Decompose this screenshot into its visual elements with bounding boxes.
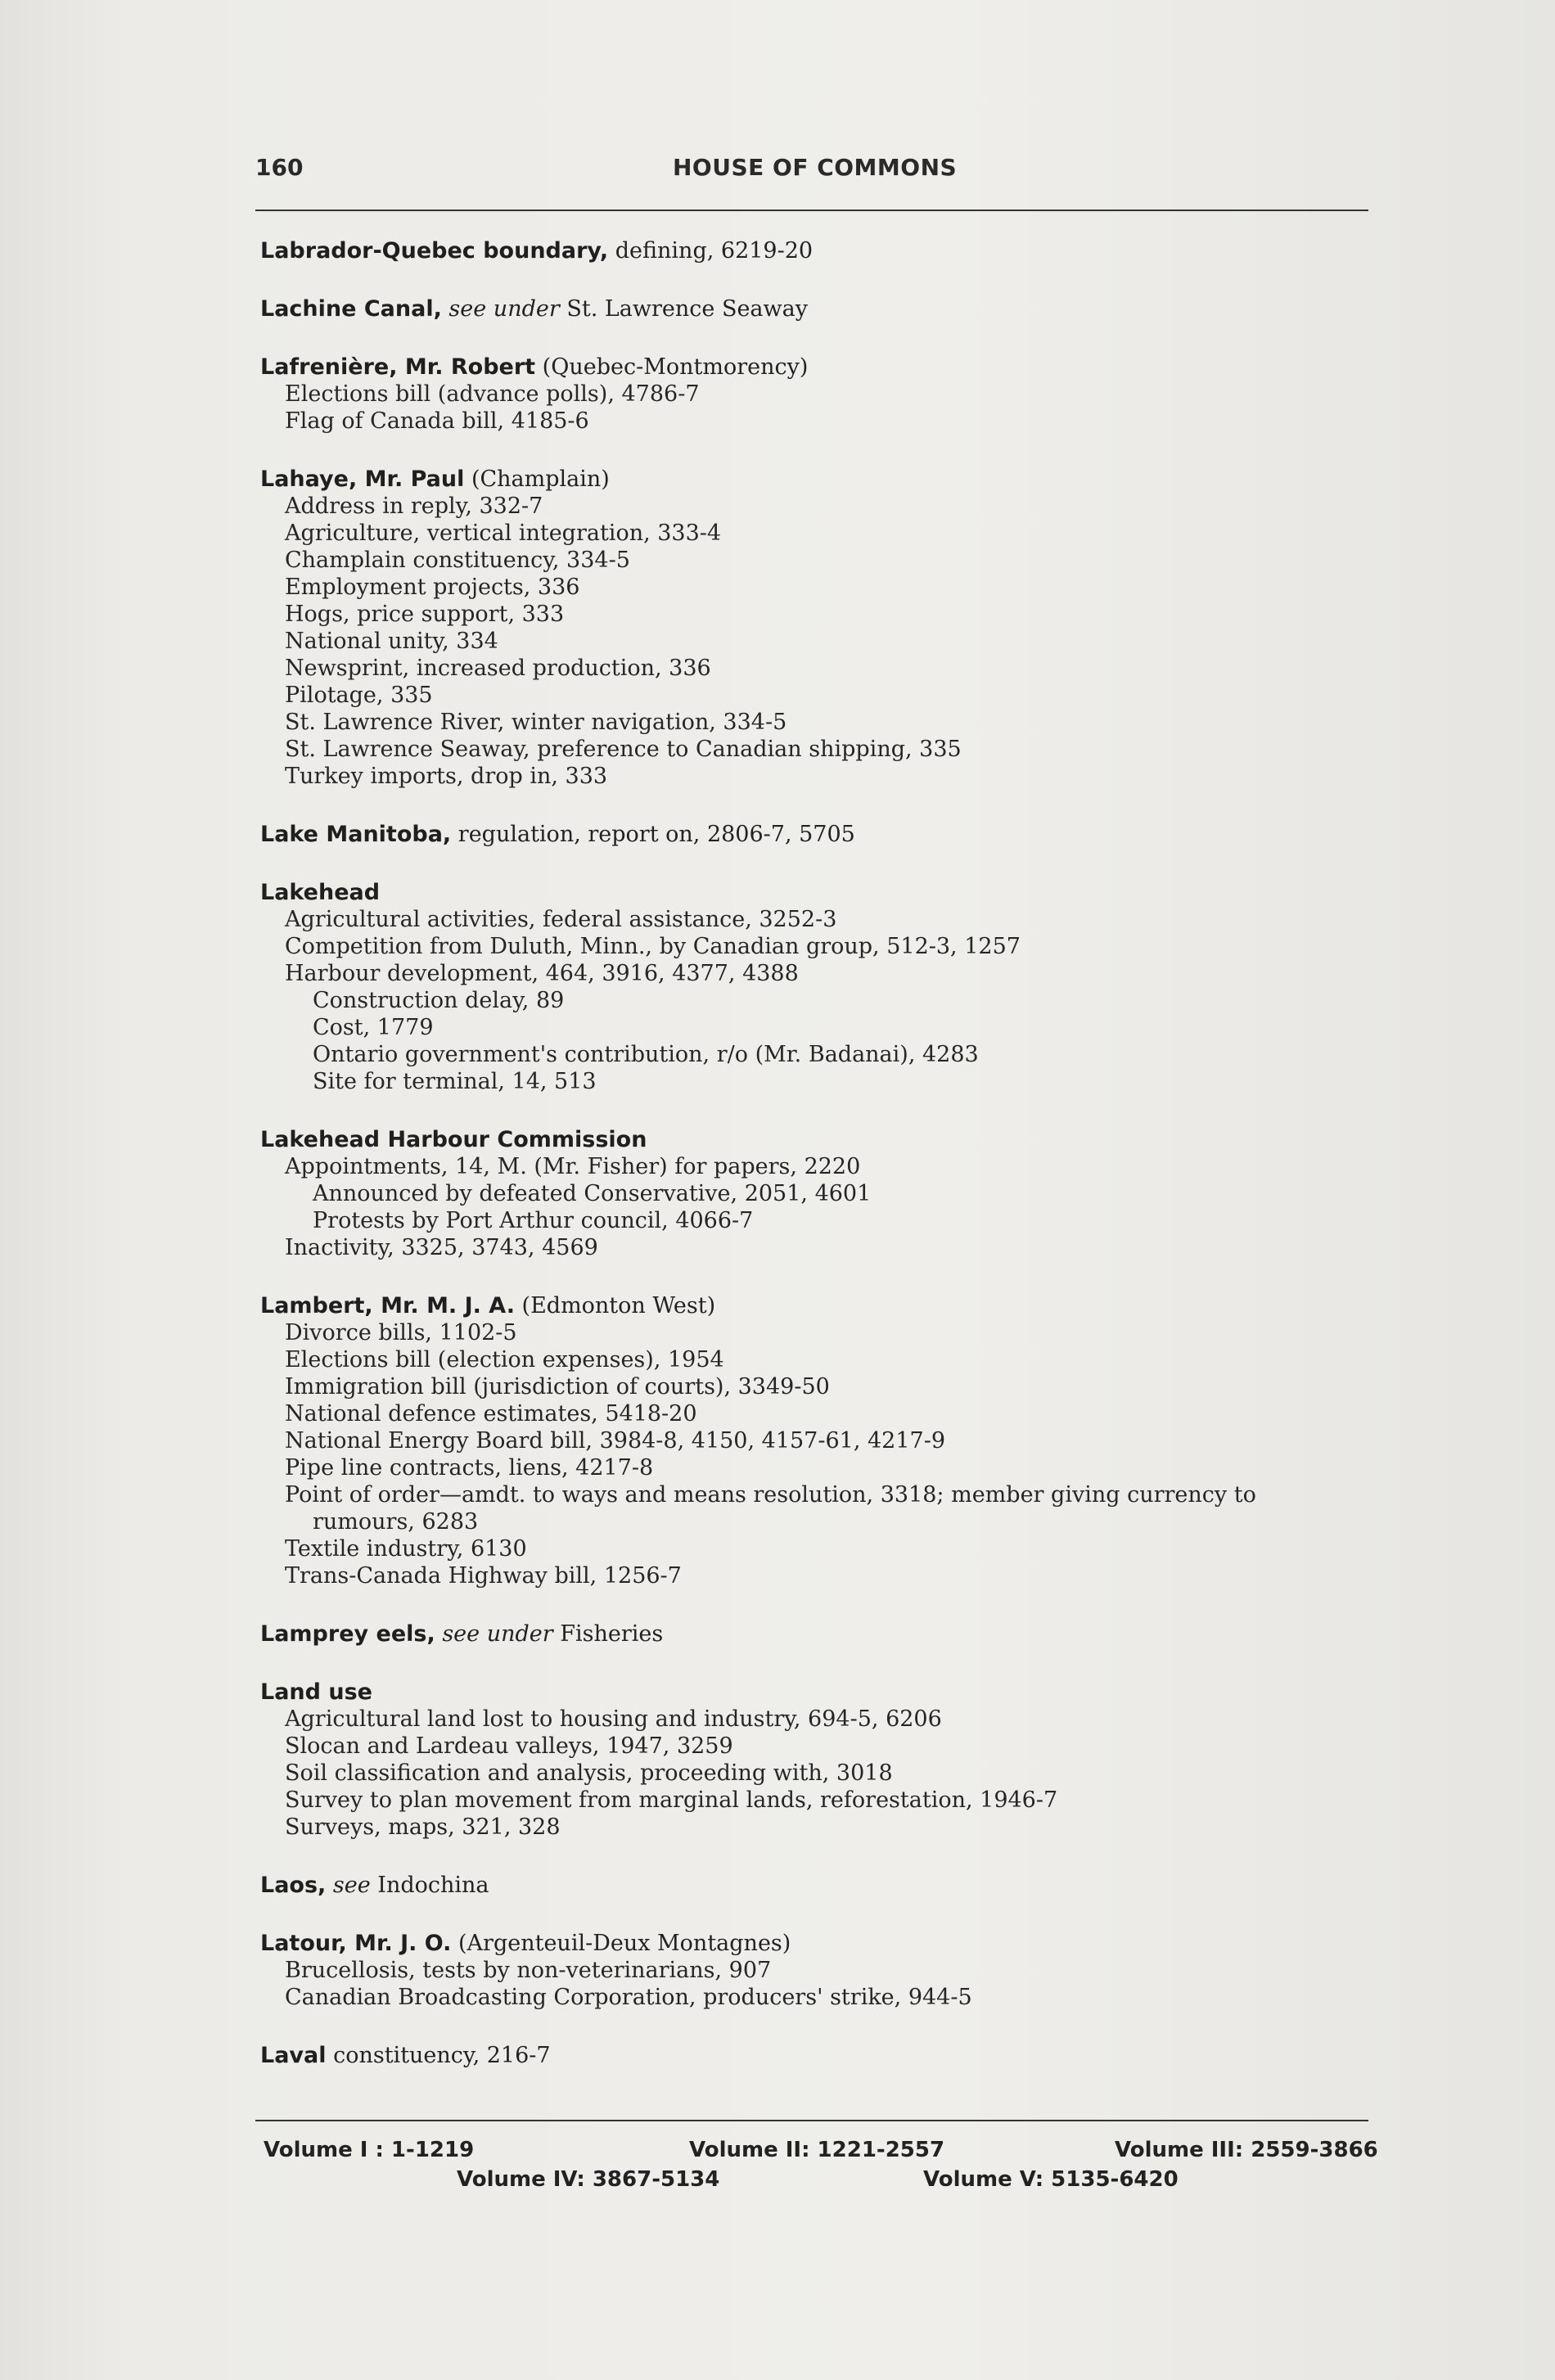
see-reference: see: [326, 1873, 371, 1898]
subentry: Agricultural activities, federal assistance, 3252-3: [285, 907, 837, 932]
subentry: Trans-Canada Highway bill, 1256-7: [285, 1563, 682, 1589]
entry-heading: [260, 237, 1373, 264]
running-title: HOUSE OF COMMONS: [673, 154, 958, 181]
volume-key-footer: [264, 2138, 1377, 2211]
subentry: Turkey imports, drop in, 333: [285, 764, 608, 789]
entry-keyword: Lahaye, Mr. Paul: [260, 467, 465, 492]
subentry: Pipe line contracts, liens, 4217-8: [285, 1455, 654, 1481]
subentry-continuation: rumours, 6283: [313, 1509, 479, 1535]
entry-heading: [260, 354, 1373, 381]
sub-subentry: Site for terminal, 14, 513: [313, 1069, 597, 1094]
subentry: Newsprint, increased production, 336: [285, 656, 711, 681]
subentry: Canadian Broadcasting Corporation, producers' strike, 944-5: [285, 1985, 972, 2010]
subentry: Inactivity, 3325, 3743, 4569: [285, 1235, 598, 1260]
entry-text: constituency, 216-7: [326, 2043, 551, 2068]
entry-keyword: Lakehead Harbour Commission: [260, 1127, 647, 1152]
index-entry: [260, 1930, 1373, 2011]
entry-keyword: Laos,: [260, 1873, 327, 1898]
subentry: Employment projects, 336: [285, 575, 580, 600]
page-header: [255, 154, 1368, 195]
subentry: Soil classification and analysis, proceeding with, 3018: [285, 1760, 893, 1786]
index-entry: [260, 2042, 1373, 2069]
entry-keyword: Lamprey eels,: [260, 1621, 435, 1647]
entry-heading: [260, 879, 1373, 906]
subentry: Slocan and Lardeau valleys, 1947, 3259: [285, 1733, 733, 1759]
page-number: 160: [255, 154, 304, 181]
volume-4-range: Volume IV: 3867-5134: [457, 2167, 720, 2192]
sub-subentry: Cost, 1779: [313, 1015, 434, 1040]
entry-heading: [260, 2042, 1373, 2069]
sub-subentry: Ontario government's contribution, r/o (Mr. Badanai), 4283: [313, 1042, 979, 1067]
subentry: Survey to plan movement from marginal lands, reforestation, 1946-7: [285, 1787, 1058, 1813]
entry-heading: [260, 466, 1373, 493]
entry-heading: [260, 1126, 1373, 1153]
subentry: Divorce bills, 1102-5: [285, 1320, 517, 1346]
index-entry: [260, 295, 1373, 322]
subentry: Elections bill (election expenses), 1954: [285, 1347, 724, 1373]
entry-keyword: Land use: [260, 1679, 372, 1705]
subentry: National unity, 334: [285, 629, 498, 654]
subentry: Champlain constituency, 334-5: [285, 548, 630, 573]
sub-subentry: Announced by defeated Conservative, 2051, 4601: [313, 1181, 872, 1206]
entry-text: (Quebec-Montmorency): [535, 354, 809, 380]
subentry: Competition from Duluth, Minn., by Canadian group, 512-3, 1257: [285, 934, 1021, 959]
entry-text: (Argenteuil-Deux Montagnes): [451, 1931, 791, 1956]
subentry: Surveys, maps, 321, 328: [285, 1814, 561, 1840]
entry-keyword: Labrador-Quebec boundary,: [260, 238, 609, 264]
subentry: Flag of Canada bill, 4185-6: [285, 408, 589, 434]
entry-heading: [260, 1292, 1373, 1319]
subentry: Address in reply, 332-7: [285, 494, 543, 519]
subentry: Immigration bill (jurisdiction of courts), 3349-50: [285, 1374, 830, 1400]
entry-keyword: Lambert, Mr. M. J. A.: [260, 1293, 515, 1318]
sub-subentry: Construction delay, 89: [313, 988, 565, 1013]
volume-2-range: Volume II: 1221-2557: [689, 2138, 945, 2162]
subentry: Hogs, price support, 333: [285, 602, 565, 627]
entry-heading: [260, 1679, 1373, 1706]
index-entry: [260, 237, 1373, 264]
volume-3-range: Volume III: 2559-3866: [1115, 2138, 1378, 2162]
entry-text: (Champlain): [464, 467, 610, 492]
subentry: St. Lawrence Seaway, preference to Canadian shipping, 335: [285, 737, 962, 762]
entry-heading: [260, 1620, 1373, 1648]
subentry: Point of order—amdt. to ways and means resolution, 3318; member giving currency to: [285, 1482, 1256, 1508]
entry-keyword: Lake Manitoba,: [260, 822, 452, 847]
subentry: National Energy Board bill, 3984-8, 4150, 4157-61, 4217-9: [285, 1428, 946, 1454]
header-rule: [255, 210, 1368, 211]
index-entry: [260, 879, 1373, 1095]
entry-text: regulation, report on, 2806-7, 5705: [451, 822, 855, 847]
index-entries: [260, 237, 1373, 2100]
index-entry: [260, 466, 1373, 790]
entry-keyword: Lafrenière, Mr. Robert: [260, 354, 536, 380]
volume-5-range: Volume V: 5135-6420: [923, 2167, 1179, 2192]
subentry: Appointments, 14, M. (Mr. Fisher) for papers, 2220: [285, 1154, 861, 1179]
footer-rule: [255, 2120, 1368, 2121]
see-reference: see under: [441, 296, 560, 322]
subentry: Agricultural land lost to housing and industry, 694-5, 6206: [285, 1706, 942, 1732]
entry-heading: [260, 821, 1373, 848]
entry-text: Indochina: [370, 1873, 489, 1898]
index-entry: [260, 1292, 1373, 1589]
entry-heading: [260, 1930, 1373, 1957]
subentry: National defence estimates, 5418-20: [285, 1401, 697, 1427]
index-entry: [260, 1679, 1373, 1841]
index-entry: [260, 354, 1373, 435]
index-entry: [260, 1620, 1373, 1648]
see-reference: see under: [435, 1621, 553, 1647]
subentry: Agriculture, vertical integration, 333-4: [285, 521, 722, 546]
entry-heading: [260, 295, 1373, 322]
entry-text: (Edmonton West): [514, 1293, 716, 1318]
index-entry: [260, 821, 1373, 848]
subentry: Textile industry, 6130: [285, 1536, 527, 1562]
subentry: St. Lawrence River, winter navigation, 334-5: [285, 710, 787, 735]
sub-subentry: Protests by Port Arthur council, 4066-7: [313, 1208, 754, 1233]
volume-1-range: Volume I : 1-1219: [264, 2138, 475, 2162]
subentry: Harbour development, 464, 3916, 4377, 4388: [285, 961, 799, 986]
entry-keyword: Lakehead: [260, 880, 381, 905]
entry-keyword: Latour, Mr. J. O.: [260, 1931, 452, 1956]
entry-keyword: Laval: [260, 2043, 327, 2068]
entry-text: defining, 6219-20: [608, 238, 814, 264]
subentry: Brucellosis, tests by non-veterinarians, 907: [285, 1958, 772, 1983]
entry-text: St. Lawrence Seaway: [559, 296, 808, 322]
entry-keyword: Lachine Canal,: [260, 296, 442, 322]
entry-text: Fisheries: [552, 1621, 664, 1647]
entry-heading: [260, 1872, 1373, 1899]
index-entry: [260, 1126, 1373, 1261]
subentry: Pilotage, 335: [285, 683, 433, 708]
index-entry: [260, 1872, 1373, 1899]
subentry: Elections bill (advance polls), 4786-7: [285, 381, 700, 407]
